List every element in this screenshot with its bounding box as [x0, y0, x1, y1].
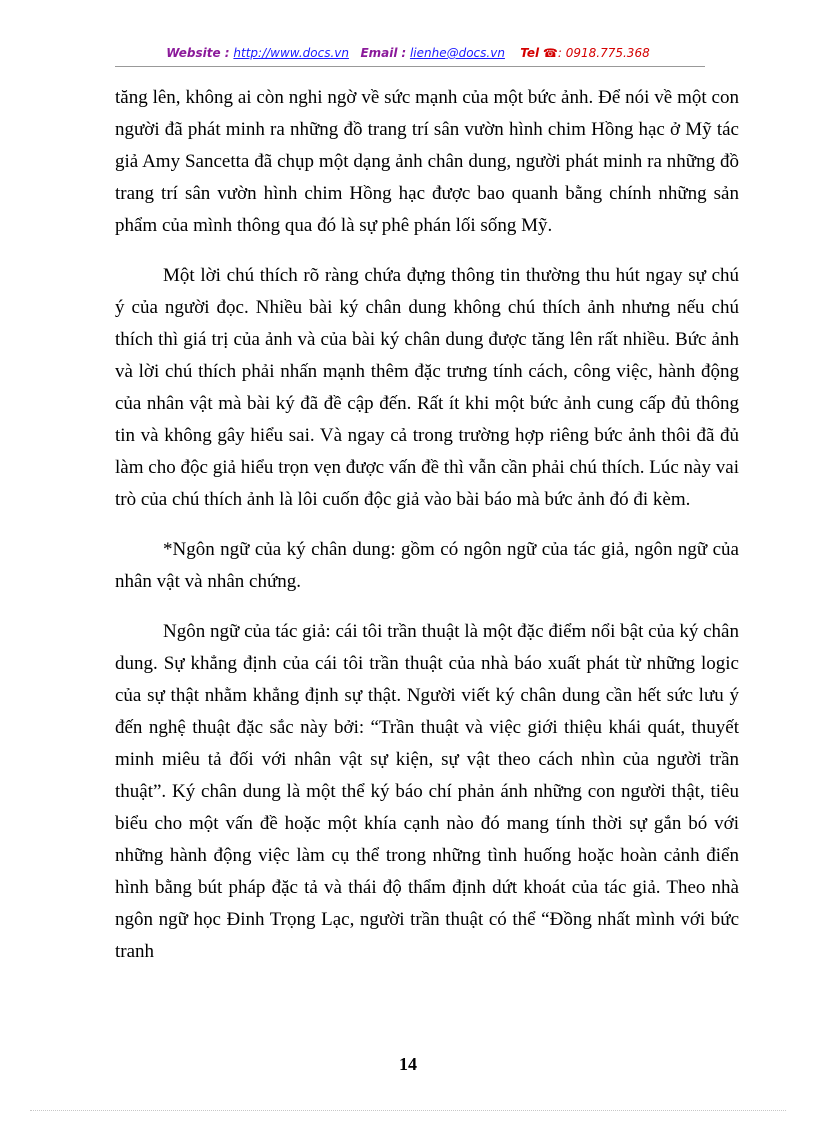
paragraph: Ngôn ngữ của tác giả: cái tôi trần thuật là một đặc điểm nổi bật của ký chân dung. Sự khẳng định của cái tôi trần thuật của nhà báo xuất phát từ những logic của sự thật nhằm khẳng định sự thật. Người viết ký chân dung cần hết sức lưu ý đến nghệ thuật đặc sắc này bởi: “Trần thuật và việc giới thiệu khái quát, thuyết minh miêu tả đối với nhân vật sự kiện, sự vật theo cách nhìn của người trần thuật”. Ký chân dung là một thể ký báo chí phản ánh những con người thật, tiêu biểu cho một vấn đề hoặc một khía cạnh nào đó mang tính thời sự gắn bó với những hành động việc làm cụ thể trong những tình huống hoặc hoàn cảnh điển hình bằng bút pháp đặc tả và thái độ thẩm định dứt khoát của tác giả. Theo nhà ngôn ngữ học Đinh Trọng Lạc, người trần thuật có thể “Đồng nhất mình với bức tranh — [115, 621, 739, 962]
document-body — [115, 82, 739, 986]
website-label: Website : — [166, 46, 230, 60]
phone-icon: ☎ — [542, 46, 558, 60]
email-label: Email — [360, 46, 398, 60]
paragraph: tăng lên, không ai còn nghi ngờ về sức mạnh của một bức ảnh. Để nói về một con người đã phát minh ra những đồ trang trí sân vườn hình chim Hồng hạc ở Mỹ tác giả Amy Sancetta đã chụp một dạng ảnh chân dung, người phát minh ra những đồ trang trí sân vườn hình chim Hồng hạc được bao quanh bằng chính những sản phẩm của mình thông qua đó là sự phê phán lối sống Mỹ. — [115, 87, 739, 236]
footer-divider — [30, 1110, 786, 1111]
page-number: 14 — [399, 1054, 417, 1074]
header-divider — [115, 66, 705, 67]
tel-number: : 0918.775.368 — [557, 46, 650, 60]
paragraph: Một lời chú thích rõ ràng chứa đựng thông tin thường thu hút ngay sự chú ý của người đọc. Nhiều bài ký chân dung không chú thích ảnh nhưng nếu chú thích thì giá trị của ảnh và của bài ký chân dung được tăng lên rất nhiều. Bức ảnh và lời chú thích phải nhấn mạnh thêm đặc trưng tính cách, công việc, hành động của nhân vật mà bài ký đã đề cập đến. Rất ít khi một bức ảnh cung cấp đủ thông tin và không gây hiểu sai. Và ngay cả trong trường hợp riêng bức ảnh thôi đã đủ làm cho độc giả hiểu trọn vẹn được vấn đề thì vẫn cần phải chú thích. Lúc này vai trò của chú thích ảnh là lôi cuốn độc giả vào bài báo mà bức ảnh đó đi kèm. — [115, 265, 739, 510]
email-link[interactable]: lienhe@docs.vn — [409, 46, 505, 60]
page-header — [0, 46, 816, 60]
paragraph: *Ngôn ngữ của ký chân dung: gồm có ngôn ngữ của tác giả, ngôn ngữ của nhân vật và nhân chứng. — [115, 539, 739, 592]
tel-label: Tel — [520, 46, 540, 60]
email-separator: : — [401, 46, 407, 60]
website-link[interactable]: http://www.docs.vn — [233, 46, 349, 60]
